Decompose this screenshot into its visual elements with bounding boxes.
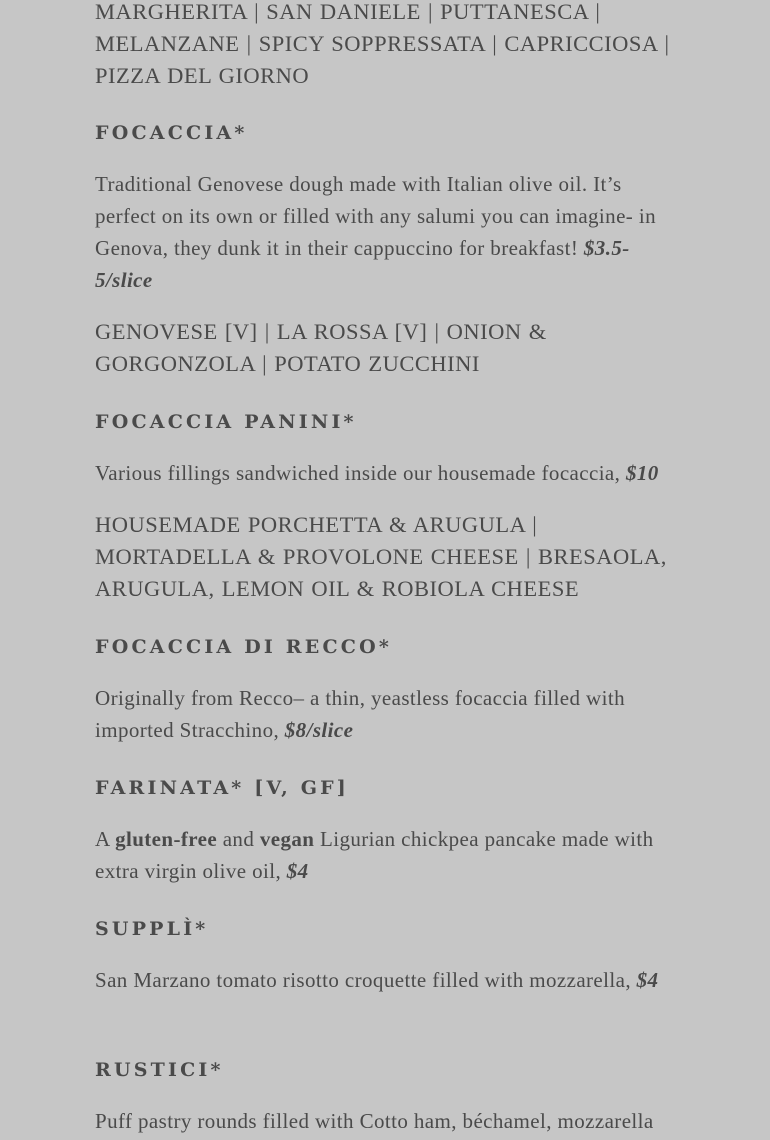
pizza-list-line-2: MELANZANE | SPICY SOPPRESSATA | CAPRICCIOSA |: [95, 31, 670, 56]
farinata-desc-a: A: [95, 827, 116, 851]
suppli-description-text: San Marzano tomato risotto croquette filled with mozzarella,: [95, 968, 637, 992]
focaccia-di-recco-heading: FOCACCIA DI RECCO*: [95, 636, 392, 658]
pizza-list-line-1: MARGHERITA | SAN DANIELE | PUTTANESCA |: [95, 0, 601, 24]
focaccia-heading: FOCACCIA*: [95, 122, 248, 144]
farinata-price: $4: [286, 859, 309, 883]
pizza-list-line-3: PIZZA DEL GIORNO: [95, 63, 310, 88]
focaccia-description: [95, 168, 680, 296]
farinata-gluten-free: gluten-free: [115, 827, 218, 851]
focaccia-panini-description: [95, 457, 680, 489]
focaccia-panini-heading: FOCACCIA PANINI*: [95, 411, 357, 433]
focaccia-panini-price: $10: [625, 461, 659, 485]
focaccia-varieties: GENOVESE [V] | LA ROSSA [V] | ONION & GORGONZOLA | POTATO ZUCCHINI: [95, 319, 547, 376]
focaccia-price: $3.5-5/slice: [95, 236, 630, 292]
farinata-heading: FARINATA* [V, GF]: [95, 777, 350, 799]
rustici-description: Puff pastry rounds filled with Cotto ham, béchamel, mozzarella: [95, 1109, 654, 1133]
rustici-heading: RUSTICI*: [95, 1059, 224, 1081]
focaccia-di-recco-description-text: Originally from Recco– a thin, yeastless focaccia filled with imported Stracchino,: [95, 686, 625, 742]
focaccia-panini-description-text: Various fillings sandwiched inside our housemade focaccia,: [95, 461, 626, 485]
suppli-description: [95, 964, 680, 996]
suppli-heading: SUPPLÌ*: [95, 918, 209, 940]
suppli-price: $4: [636, 968, 659, 992]
focaccia-di-recco-price: $8/slice: [284, 718, 354, 742]
focaccia-panini-varieties: HOUSEMADE PORCHETTA & ARUGULA | MORTADELLA & PROVOLONE CHEESE | BRESAOLA, ARUGULA, LEMON OIL & ROBIOLA CHEESE: [95, 512, 667, 601]
focaccia-di-recco-description: [95, 682, 680, 746]
farinata-description: [95, 823, 680, 887]
farinata-desc-b: and: [217, 827, 260, 851]
farinata-desc-c: Ligurian chickpea pancake made with extra virgin olive oil,: [95, 827, 654, 883]
farinata-vegan: vegan: [259, 827, 315, 851]
pizza-list: [95, 0, 680, 92]
focaccia-description-text: Traditional Genovese dough made with Italian olive oil. It’s perfect on its own or filled with any salumi you can imagine- in Genova, they dunk it in their cappuccino for breakfast!: [95, 172, 656, 260]
